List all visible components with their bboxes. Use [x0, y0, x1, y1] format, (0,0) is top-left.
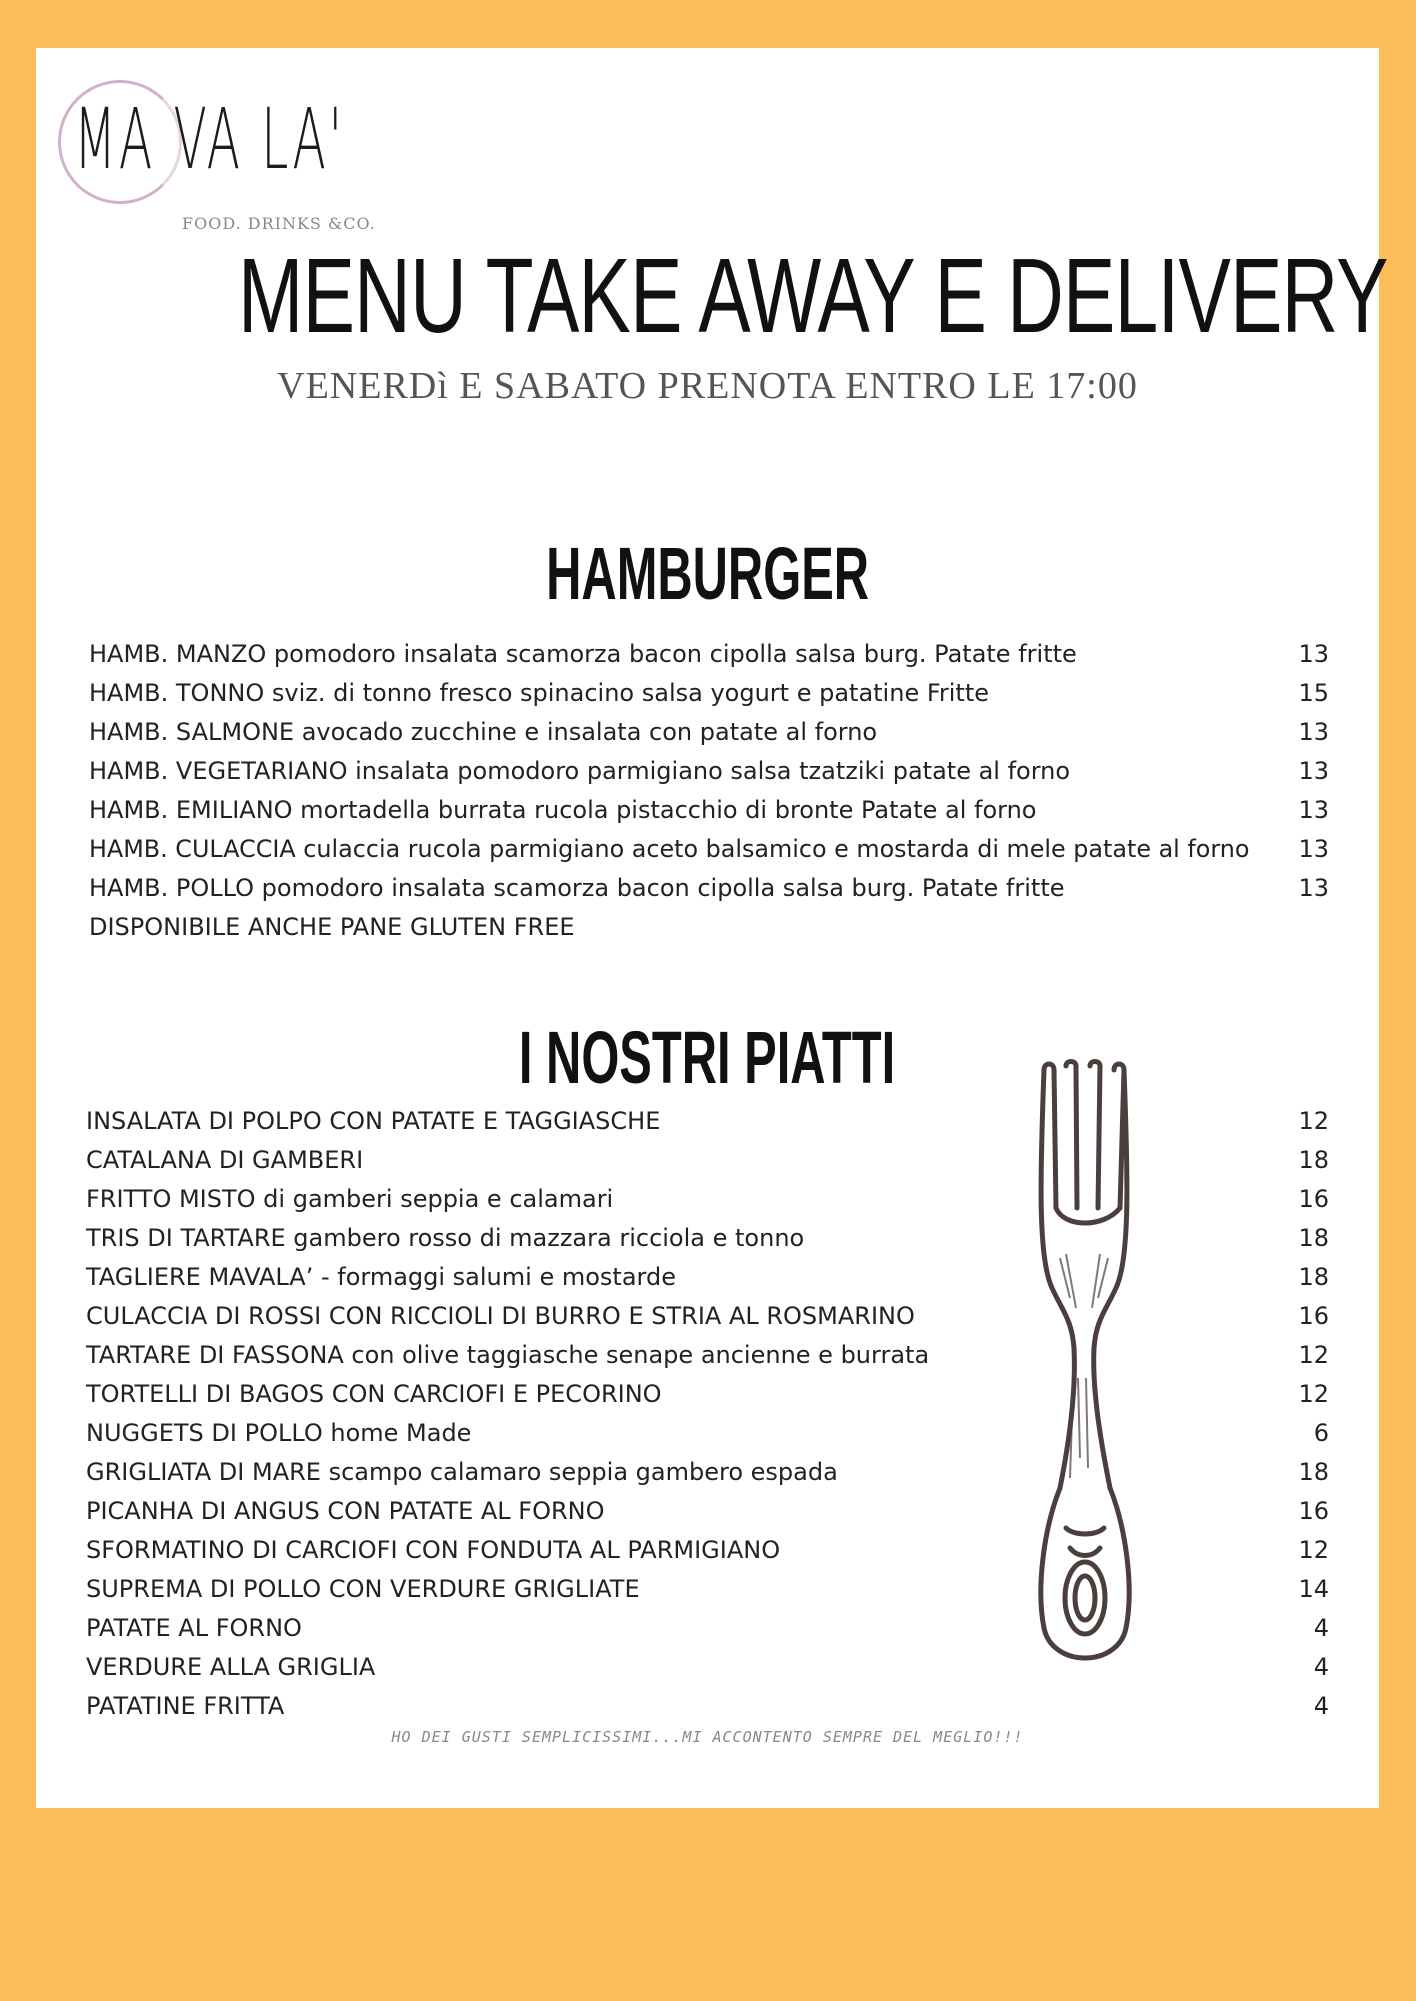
menu-item-price: 15	[1298, 679, 1329, 707]
menu-item-name: TARTARE DI FASSONA con olive taggiasche senape ancienne e burrata	[86, 1341, 930, 1369]
menu-item-price: 4	[1313, 1653, 1329, 1681]
menu-item	[89, 635, 1329, 674]
menu-item-price: 18	[1298, 1146, 1329, 1174]
menu-item	[86, 1258, 1329, 1297]
menu-item-price: 16	[1298, 1302, 1329, 1330]
menu-item	[86, 1141, 1329, 1180]
menu-item-price: 12	[1298, 1107, 1329, 1135]
menu-item-name: HAMB. CULACCIA culaccia rucola parmigiano aceto balsamico e mostarda di mele patate al forno	[89, 835, 1250, 863]
menu-item-price: 13	[1298, 640, 1329, 668]
menu-item-name: HAMB. POLLO pomodoro insalata scamorza bacon cipolla salsa burg. Patate fritte	[89, 874, 1065, 902]
menu-item	[86, 1180, 1329, 1219]
menu-item-price: 13	[1298, 835, 1329, 863]
menu-item	[86, 1336, 1329, 1375]
menu-item-name: CULACCIA DI ROSSI CON RICCIOLI DI BURRO E STRIA AL ROSMARINO	[86, 1302, 915, 1330]
menu-item-name: PATATE AL FORNO	[86, 1614, 302, 1642]
menu-item	[86, 1453, 1329, 1492]
menu-item-name: INSALATA DI POLPO CON PATATE E TAGGIASCHE	[86, 1107, 661, 1135]
menu-item	[86, 1297, 1329, 1336]
page-subtitle: VENERDì E SABATO PRENOTA ENTRO LE 17:00	[277, 365, 1138, 407]
menu-item	[86, 1102, 1329, 1141]
fork-icon	[1030, 1058, 1140, 1680]
menu-item-price: 18	[1298, 1458, 1329, 1486]
hamburger-list	[89, 635, 1329, 947]
menu-item	[89, 791, 1329, 830]
menu-item-name: NUGGETS DI POLLO home Made	[86, 1419, 472, 1447]
menu-item-name: HAMB. VEGETARIANO insalata pomodoro parmigiano salsa tzatziki patate al forno	[89, 757, 1071, 785]
menu-item-price: 4	[1313, 1692, 1329, 1720]
menu-item-price: 13	[1298, 874, 1329, 902]
menu-item	[86, 1531, 1329, 1570]
menu-item	[89, 674, 1329, 713]
menu-item-price: 13	[1298, 796, 1329, 824]
menu-item-name: PICANHA DI ANGUS CON PATATE AL FORNO	[86, 1497, 605, 1525]
menu-item-name: FRITTO MISTO di gamberi seppia e calamari	[86, 1185, 614, 1213]
section-title-piatti: I NOSTRI PIATTI	[519, 1016, 896, 1099]
menu-item-price: 18	[1298, 1224, 1329, 1252]
menu-item-name: HAMB. EMILIANO mortadella burrata rucola pistacchio di bronte Patate al forno	[89, 796, 1037, 824]
menu-item	[86, 1687, 1329, 1726]
menu-item	[86, 1570, 1329, 1609]
brand-logo	[54, 74, 384, 233]
menu-item	[89, 869, 1329, 908]
menu-item	[86, 1375, 1329, 1414]
menu-item	[86, 1609, 1329, 1648]
menu-item-price: 13	[1298, 718, 1329, 746]
menu-item-price: 18	[1298, 1263, 1329, 1291]
page-title: MENU TAKE AWAY E DELIVERY	[237, 237, 1388, 355]
menu-item-name: HAMB. MANZO pomodoro insalata scamorza bacon cipolla salsa burg. Patate fritte	[89, 640, 1077, 668]
menu-item	[86, 1648, 1329, 1687]
menu-item-price: 12	[1298, 1536, 1329, 1564]
menu-item-name: CATALANA DI GAMBERI	[86, 1146, 364, 1174]
menu-item-name: TAGLIERE MAVALA’ - formaggi salumi e mostarde	[86, 1263, 676, 1291]
piatti-list	[86, 1102, 1329, 1726]
menu-item-price: 6	[1313, 1419, 1329, 1447]
menu-item-price: 16	[1298, 1185, 1329, 1213]
menu-item-price: 13	[1298, 757, 1329, 785]
logo-name: MA VA LA'	[74, 90, 345, 188]
menu-item-name: GRIGLIATA DI MARE scampo calamaro seppia gambero espada	[86, 1458, 838, 1486]
menu-item-name: TRIS DI TARTARE gambero rosso di mazzara ricciola e tonno	[86, 1224, 805, 1252]
footer-quote: HO DEI GUSTI SEMPLICISSIMI...MI ACCONTENTO SEMPRE DEL MEGLIO!!!	[391, 1728, 1024, 1746]
menu-item-name: HAMB. TONNO sviz. di tonno fresco spinacino salsa yogurt e patatine Fritte	[89, 679, 990, 707]
menu-item	[86, 1492, 1329, 1531]
gluten-free-note: DISPONIBILE ANCHE PANE GLUTEN FREE	[89, 913, 575, 941]
menu-item-name: SFORMATINO DI CARCIOFI CON FONDUTA AL PARMIGIANO	[86, 1536, 781, 1564]
menu-item-name: PATATINE FRITTA	[86, 1692, 285, 1720]
menu-item-name: HAMB. SALMONE avocado zucchine e insalata con patate al forno	[89, 718, 878, 746]
menu-item-price: 12	[1298, 1380, 1329, 1408]
menu-sheet	[36, 48, 1388, 1808]
logo-tagline: FOOD. DRINKS &CO.	[182, 214, 376, 233]
menu-item-price: 4	[1313, 1614, 1329, 1642]
menu-item	[89, 830, 1329, 869]
menu-item-price: 14	[1298, 1575, 1329, 1603]
menu-item-name: VERDURE ALLA GRIGLIA	[86, 1653, 376, 1681]
section-title-hamburger: HAMBURGER	[546, 532, 869, 615]
menu-item-name: TORTELLI DI BAGOS CON CARCIOFI E PECORINO	[86, 1380, 662, 1408]
menu-item	[89, 713, 1329, 752]
menu-item-name: SUPREMA DI POLLO CON VERDURE GRIGLIATE	[86, 1575, 640, 1603]
menu-item-price: 16	[1298, 1497, 1329, 1525]
menu-item	[89, 752, 1329, 791]
menu-item	[86, 1414, 1329, 1453]
menu-item	[86, 1219, 1329, 1258]
menu-item-price: 12	[1298, 1341, 1329, 1369]
